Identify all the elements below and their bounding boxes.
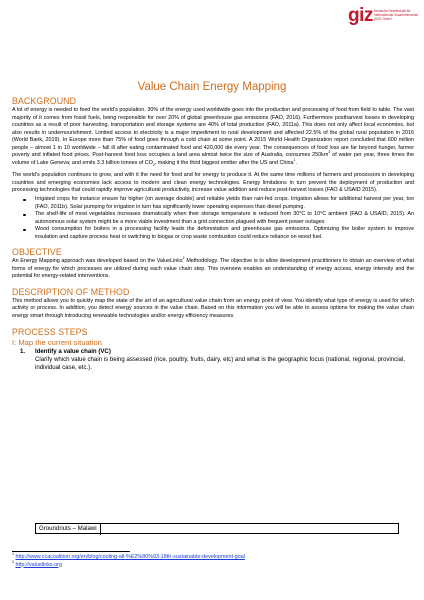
process-subheading: I: Map the current situation (12, 337, 102, 347)
footnote-ref-2[interactable]: 2 (182, 256, 185, 261)
method-heading: DESCRIPTION OF METHOD (12, 286, 130, 297)
page-title: Value Chain Energy Mapping (137, 81, 287, 93)
process-steps-heading: PROCESS STEPS (12, 326, 88, 337)
step-number: 1. (20, 347, 26, 355)
value-chain-answer-box[interactable] (35, 523, 399, 534)
logo-org-name: Deutsche Gesellschaft für Internationale Zusammenarbeit (GIZ) GmbH (374, 9, 419, 21)
document-body (12, 96, 414, 372)
bullet-item-wood-consumption: Wood consumption for boilers in a processing facility leads the deforestation and greenhouse gas emissions. Optimizing the boiler system to improve insulation and capture process heat or switching to biogas or crop waste combustion could reduce reliance on wood fuel. (35, 226, 414, 240)
footnote-link-1[interactable]: http://www.ccacoalition.org/en/blog/cooling-all-%E2%80%93-18th-sustainable-development-goal (15, 554, 245, 560)
subscript-co2: 2 (152, 162, 155, 167)
superscript-km3: 3 (328, 150, 331, 155)
objective-paragraph: An Energy Mapping approach was developed based on the ValueLinks$^2$ Methodology. The objective is to allow development practitioners to obtain an overview of what forms of energy for which processes are utilized during each value chain step. This overview enables an understanding of energy access, energy intensity and the potential for energy-related interventions. (12, 256, 414, 280)
step-title: Identify a value chain (VC) (35, 347, 111, 355)
background-paragraph-2: The world’s population continues to grow, and with it the need for food and for energy to produce it. At the same time millions of farmers and processors in developing countries and emerging economies lack access to modern and clean energy technologies. Energy limitations in turn prevent the deployment of production and processing technologies that could rapidly improve agricultural productivity, increase value addition and reduce post-harvest losses (FAO & USAID 2015). (12, 172, 414, 194)
footnote-number: 1 (12, 552, 14, 557)
step-description: Clarify which value chain is being assessed (rice, poultry, fruits, dairy, etc) and what is the geographic focus (national, regional, provincial, individual case, etc.). (35, 355, 405, 371)
bullet-item-irrigation: Irrigated crops for instance ensure far higher (on average double) and reliable yields than rain-fed crops. Irrigation allows for additional harvest per year, too (FAO, 2011b). Solar pumping for irrigation in turn has significantly lower operating expenses than diesel pumping. (35, 196, 414, 210)
footnote-2 (12, 559, 412, 570)
footnote-number: 2 (12, 559, 14, 564)
footnote-divider (12, 551, 130, 552)
objective-heading: OBJECTIVE (12, 247, 62, 258)
footnote-ref-1[interactable]: 1 (293, 158, 296, 163)
logo-mark: giz (348, 5, 373, 26)
giz-logo (348, 6, 420, 28)
bullet-item-shelf-life: The shelf-life of most vegetables increases dramatically when their storage temperature is reduced from 30°C to 10°C ambient (FAO & USAID, 2015). An autonomous solar system might be a more viable investment than a grid connection plagued with frequent power outages (35, 211, 414, 225)
method-paragraph: This method allows you to quickly map the state of the art of an agricultural value chain from an energy point of view. You identify what type of energy is used for which activity or process. In addition, you detect energy sources in the value chain. Based on this information you will be able to assess options for making the value chain energy smart through introducing renewable technologies and/or energy efficiency measures. (12, 297, 414, 320)
footnote-1 (12, 554, 412, 562)
value-chain-answer: Groundnuts – Malawi (36, 524, 101, 535)
background-heading: BACKGROUND (12, 96, 77, 106)
footnote-link-2[interactable]: http://valuelinks.org (15, 561, 62, 568)
background-paragraph-1: A lot of energy is needed to feed the world’s population. 30% of the energy used worldwide goes into the production and processing of food from field to table. The vast majority of it comes from fossil fuels, being responsible for over 20% of global greenhouse gas emissions (FAO, 2016). Furthermore postharvest losses in developing countries as a result of poor harvesting, transportation and storage systems are 40% of total production (FAO, 2011a). This does not only affect local economies, but also results in undernourishment. Limited access to electricity is a major impediment to rural development and affected 22.5% of the global rural population in 2016 (World Bank, 2019). In Europe more than 75% of food goes through a cold chain at some point. A 2015 World Health Organization report concluded that 600 million people – almost 1 in 10 worldwide – fall ill after eating contaminated food and 420,000 die every year. The consequences of food loss are far beyond hunger, farmer poverty and inflated food prices. Post-harvest food loss occupies a land area almost twice the size of Australia, consumes $250km^3$ of water per year, three times the volume of Lake Geneva; and emits 3.3 billion tonnes of $CO_2$, making it the third biggest emitter after the US and China$^1$. (12, 107, 414, 167)
footnotes (12, 554, 412, 569)
process-step-1 (12, 348, 414, 372)
background-bullet-list (12, 196, 414, 241)
